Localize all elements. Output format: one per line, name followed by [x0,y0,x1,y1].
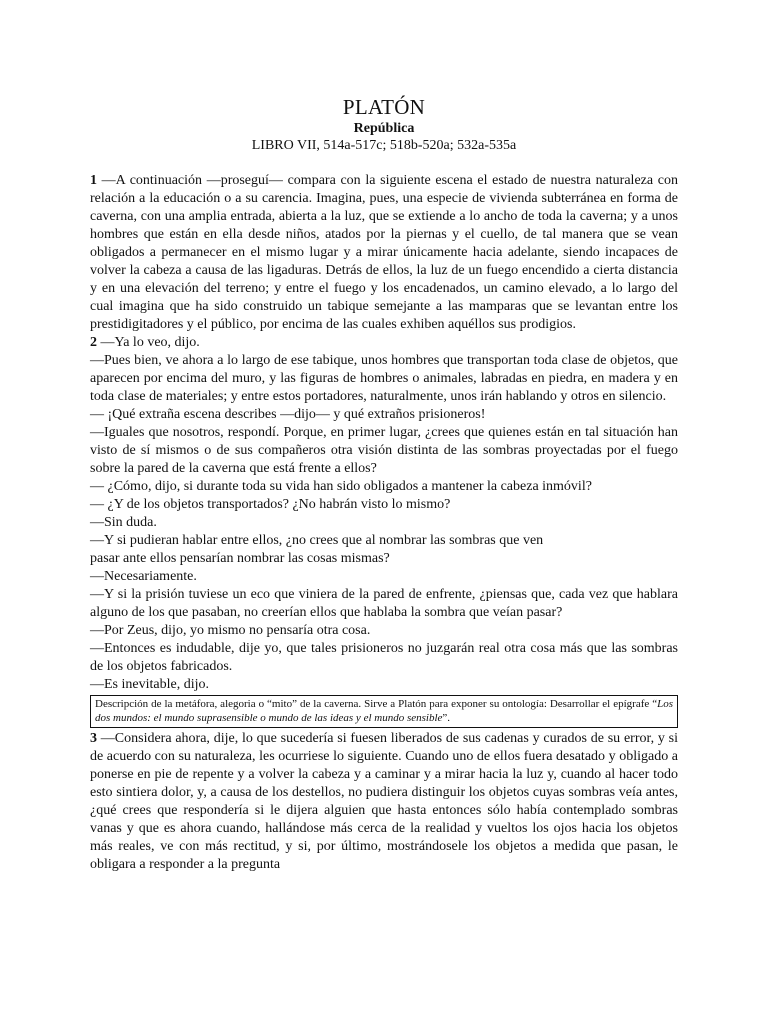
book-reference: LIBRO VII, 514a-517c; 518b-520a; 532a-535a [251,138,517,153]
note-end: ”. [442,712,451,724]
document-header [0,94,768,155]
author-title: PLATÓN [342,95,426,119]
dialogue-line: —Es inevitable, dijo. [90,677,209,692]
dialogue-line: —Por Zeus, dijo, yo mismo no pensaría otra cosa. [90,623,371,638]
paragraph-1 [90,172,678,334]
dialogue-line: —Iguales que nosotros, respondí. Porque, en primer lugar, ¿crees que quienes están en tal situación han visto de sí mismos o de sus compañeros otra visión distinta de las sombras proyectadas por el fuego sobre la pared de la caverna que está frente a ellos? [90,425,678,476]
dialogue-line: — ¿Cómo, dijo, si durante toda su vida han sido obligados a mantener la cabeza inmóvil? [90,479,592,494]
paragraph-number: 2 [90,335,97,350]
paragraph-text: —A continuación —proseguí— compara con la siguiente escena el estado de nuestra naturaleza con relación a la educación o a su carencia. Imagina, pues, una especie de vivienda subterránea en forma de caverna, con una amplia entrada, abierta a la luz, que se extiende a lo ancho de toda la caverna; y a unos hombres que están en ella desde niños, atados por la piernas y el cuello, de tal manera que se vean obligados a permanecer en el mismo lugar y a mirar únicamente hacia adelante, siendo incapaces de volver la cabeza a causa de las ligaduras. Detrás de ellos, la luz de un fuego encendido a cierta distancia y en una elevación del terreno; y entre el fuego y los encadenados, un camino elevado, a lo largo del cual imagina que ha sido construido un tabique semejante a las mamparas que se levantan entre los prestidigitadores y el público, por encima de las cuales exhiben aquéllos sus prodigios. [90,173,678,332]
work-title: República [353,121,415,136]
dialogue-line: —Necesariamente. [90,569,197,584]
dialogue-line: — ¿Y de los objetos transportados? ¿No habrán visto lo mismo? [90,497,451,512]
dialogue-line: pasar ante ellos pensarían nombrar las cosas mismas? [90,551,390,566]
paragraph-3 [90,730,678,874]
dialogue-line: —Sin duda. [90,515,157,530]
document-body [90,172,678,874]
dialogue-line: —Y si la prisión tuviese un eco que viniera de la pared de enfrente, ¿piensas que, cada vez que hablara alguno de los que pasaban, no creerían ellos que hablaba la sombra que veían pasar? [90,587,678,620]
dialogue-line: — ¡Qué extraña escena describes —dijo— y qué extraños prisioneros! [90,407,486,422]
paragraph-text: —Ya lo veo, dijo. [97,335,200,350]
paragraph-number: 1 [90,173,97,188]
paragraph-2 [90,334,678,352]
dialogue-line: —Y si pudieran hablar entre ellos, ¿no crees que al nombrar las sombras que ven [90,533,544,548]
paragraph-text: —Considera ahora, dije, lo que sucedería si fuesen liberados de sus cadenas y curados de su error, y si de acuerdo con su naturaleza, les ocurriese lo siguiente. Cuando uno de ellos fuera desatado y obligado a ponerse en pie de repente y a volver la cabeza y a caminar y a mirar hacia la luz y, cuando al hacer todo esto sintiera dolor, y, a causa de los destellos, no pudiera distinguir los objetos cuyas sombras veía antes, ¿qué crees que respondería si le dijera alguien que hasta entonces sólo había contemplado sombras vanas y que es ahora cuando, hallándose más cerca de la realidad y vueltos los ojos hacia los objetos más reales, ve con más rectitud, y si, por último, mostrándosele los objetos a medida que pasan, le obligara a responder a la pregunta [90,731,678,872]
paragraph-number: 3 [90,731,97,746]
note-text: Descripción de la metáfora, alegoria o “mito” de la caverna. Sirve a Platón para exponer su ontología: Desarrollar el epígrafe “ [95,698,658,710]
note-italic: Los dos mundos: el mundo suprasensible o mundo de las ideas y el mundo sensible [95,698,673,724]
dialogue-line: —Pues bien, ve ahora a lo largo de ese tabique, unos hombres que transportan toda clase de objetos, que aparecen por encima del muro, y las figuras de hombres o animales, labradas en piedra, en madera y en toda clase de materiales; y entre estos portadores, naturalmente, unos irán hablando y otros en silencio. [90,353,678,404]
dialogue-line: —Entonces es indudable, dije yo, que tales prisioneros no juzgarán real otra cosa más que las sombras de los objetos fabricados. [90,641,678,674]
note-box [90,695,678,728]
